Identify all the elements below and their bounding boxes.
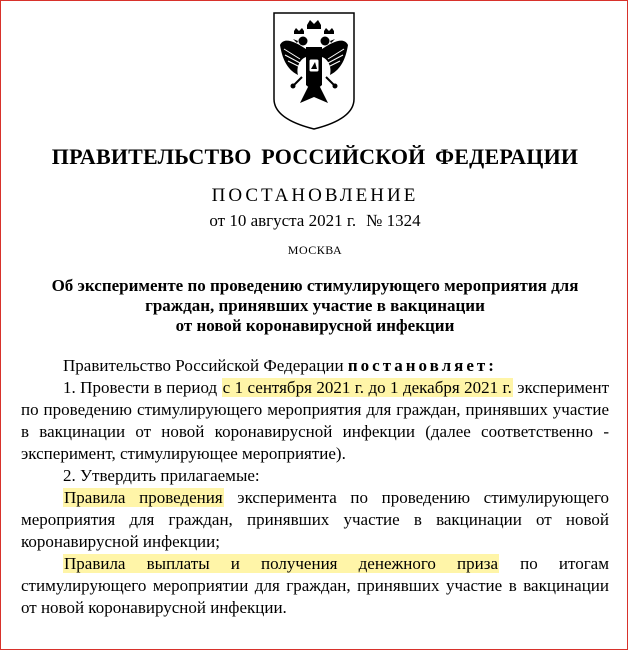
p1-text: 1. Провести в период — [63, 378, 218, 397]
paragraph-1 — [21, 377, 609, 465]
title-line: граждан, принявших участие в вакцинации — [145, 296, 485, 315]
decree-number: № 1324 — [366, 211, 421, 230]
intro-paragraph — [21, 355, 609, 377]
p3-highlight: Правила проведения — [64, 488, 223, 507]
decree-date: от 10 августа 2021 г. — [209, 211, 357, 230]
government-name: ПРАВИТЕЛЬСТВО РОССИЙСКОЙ ФЕДЕРАЦИИ — [51, 144, 579, 169]
russian-coat-of-arms-icon — [272, 11, 356, 131]
intro-text: Правительство Российской Федерации — [63, 356, 344, 375]
document-title — [1, 276, 628, 336]
p1-highlight: с 1 сентября 2021 г. до 1 декабря 2021 г. — [222, 378, 512, 397]
p4-text: по итогам стимулирующего мероприятии для граждан, принявших участие в вакцинации от новой коронавирусной инфекции. — [21, 554, 609, 617]
p1-text-rest: эксперимент по проведению стимулирующего мероприятия для граждан, принявших участие в вакцинации от новой коронавирусной инфекции (далее соответственно - эксперимент, стимулирующее мероприятие). — [21, 378, 609, 463]
document-type: ПОСТАНОВЛЕНИЕ — [211, 185, 419, 206]
intro-verb: постановляет: — [347, 356, 497, 375]
paragraph-2: 2. Утвердить прилагаемые: — [63, 466, 260, 485]
p3-text: эксперимента по проведению стимулирующего мероприятия для граждан, принявших участие в вакцинации от новой коронавирусной инфекции; — [21, 488, 609, 551]
paragraph-3 — [21, 487, 609, 553]
p4-highlight: Правила выплаты и получения денежного приза — [64, 554, 498, 573]
paragraph-4 — [21, 553, 609, 619]
decree-date-line — [1, 211, 628, 231]
city: МОСКВА — [287, 243, 343, 257]
title-line: от новой коронавирусной инфекции — [175, 316, 455, 335]
title-line: Об эксперименте по проведению стимулирующего мероприятия для — [51, 276, 579, 295]
document-body — [21, 355, 609, 619]
